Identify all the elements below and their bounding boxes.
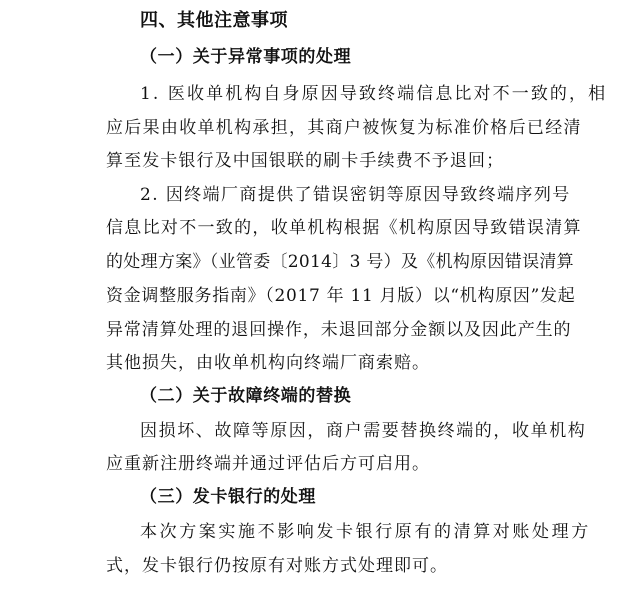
paragraph-line: 算至发卡银行及中国银联的刷卡手续费不予退回； [106,151,505,171]
subsection-heading-issuer: （三）发卡银行的处理 [140,487,316,507]
paragraph-line: 2. 因终端厂商提供了错误密钥等原因导致终端序列号 [140,185,571,205]
paragraph-line: 式，发卡银行仍按原有对账方式处理即可。 [106,556,448,576]
paragraph-line: 应后果由收单机构承担，其商户被恢复为标准价格后已经清 [106,118,582,138]
subsection-heading-abnormal: （一）关于异常事项的处理 [140,47,352,67]
paragraph-line: 资金调整服务指南》（2017 年 11 月版）以“机构原因”发起 [106,286,576,306]
paragraph-line: 因损坏、故障等原因，商户需要替换终端的，收单机构 [140,421,587,441]
paragraph-line: 信息比对不一致的，收单机构根据《机构原因导致错误清算 [106,218,582,238]
paragraph-line: 应重新注册终端并通过评估后方可启用。 [106,454,430,474]
paragraph-line: 其他损失，由收单机构向终端厂商索赔。 [106,353,430,373]
paragraph-line: 的处理方案》（业管委〔2014〕3 号）及《机构原因错误清算 [106,252,574,272]
paragraph-line: 本次方案实施不影响发卡银行原有的清算对账处理方 [140,522,591,542]
paragraph-line: 1. 医收单机构自身原因导致终端信息比对不一致的，相 [140,84,608,104]
paragraph-line: 异常清算处理的退回操作，未退回部分金额以及因此产生的 [106,320,572,340]
subsection-heading-replacement: （二）关于故障终端的替换 [140,386,352,406]
section-title: 四、其他注意事项 [140,10,288,31]
